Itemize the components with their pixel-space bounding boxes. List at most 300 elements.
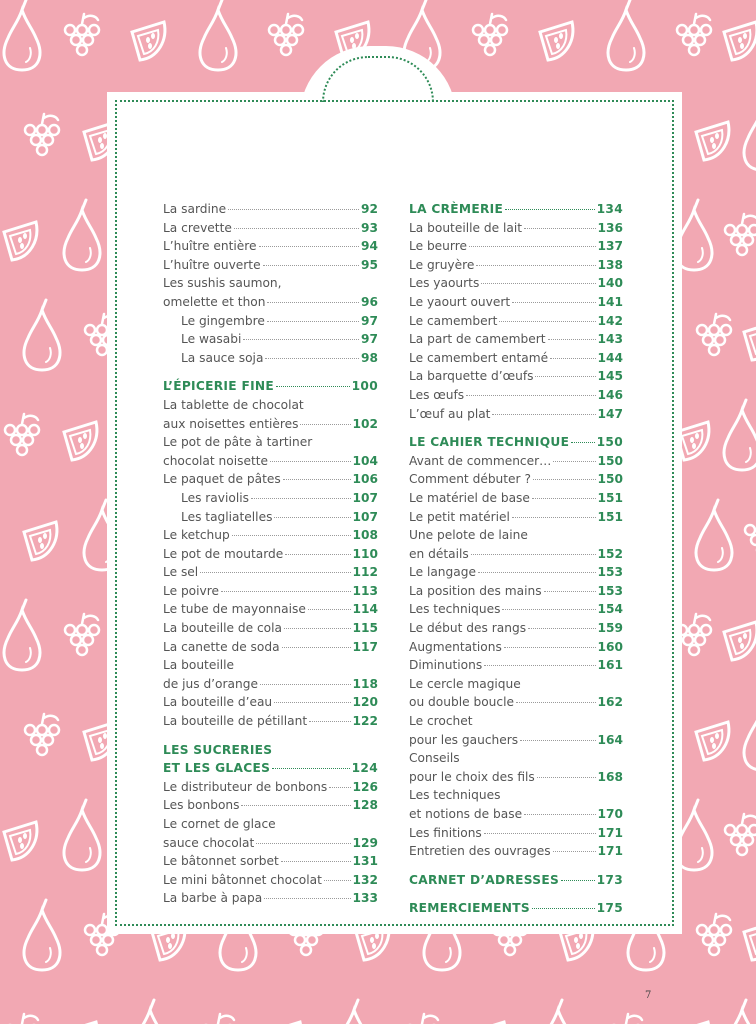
toc-entry-label-line: La tablette de chocolat <box>163 397 304 412</box>
toc-page-number: 170 <box>597 807 623 821</box>
grapes-icon <box>473 14 507 55</box>
toc-entry-label: Avant de commencer… <box>409 453 552 468</box>
watermelon-slice-icon <box>724 622 756 660</box>
toc-entry <box>163 638 378 657</box>
toc-entry-label: Le yaourt ouvert <box>409 294 511 309</box>
dot-leader <box>553 461 595 462</box>
dot-leader <box>484 833 596 834</box>
toc-page-number: 137 <box>597 239 623 254</box>
toc-entry <box>163 256 378 275</box>
dot-leader <box>272 768 350 769</box>
toc-entry <box>163 889 378 908</box>
toc-entry-label: Le pot de moutarde <box>163 546 284 561</box>
toc-entry <box>409 349 623 368</box>
toc-page-number: 96 <box>361 294 378 309</box>
toc-page-number: 162 <box>597 695 623 710</box>
dot-leader <box>476 265 595 266</box>
toc-entry-label: Comment débuter ? <box>409 472 531 487</box>
toc-entry-label: La part de camembert <box>409 332 546 347</box>
toc-entry-label: ou double boucle <box>409 695 514 710</box>
watermelon-slice-icon <box>696 122 729 160</box>
toc-entry-label: REMERCIEMENTS <box>409 901 530 916</box>
toc-entry-label: Le sel <box>163 565 199 580</box>
watermelon-slice-icon <box>132 22 165 60</box>
pear-icon <box>4 0 40 70</box>
dot-leader <box>469 246 596 247</box>
toc-entry <box>163 545 378 564</box>
toc-entry <box>163 712 378 731</box>
dot-leader <box>516 702 596 703</box>
dot-leader <box>200 572 350 573</box>
toc-page-number: 98 <box>361 350 378 365</box>
watermelon-slice-icon <box>724 22 756 60</box>
toc-page-number: 122 <box>352 714 378 729</box>
pear-icon <box>744 700 756 770</box>
toc-entry <box>163 815 378 852</box>
toc-entry-label: L’ÉPICERIE FINE <box>163 379 275 394</box>
pear-icon <box>24 300 60 370</box>
toc-entry-label: ET LES GLACES <box>163 761 271 776</box>
dot-leader <box>263 265 359 266</box>
toc-entry-label: La bouteille de cola <box>163 621 282 636</box>
dot-leader <box>502 609 595 610</box>
toc-entry-label: LA CRÈMERIE <box>409 202 504 216</box>
toc-entry-label: aux noisettes entières <box>163 416 299 431</box>
grapes-icon <box>405 1014 439 1024</box>
toc-page-number: 171 <box>597 844 623 859</box>
toc-page-number: 144 <box>597 350 623 365</box>
toc-entry-label: La barbe à papa <box>163 891 263 906</box>
toc-page-number: 171 <box>597 825 623 840</box>
pear-icon <box>540 1000 576 1024</box>
toc-entry-label: Les finitions <box>409 825 482 840</box>
toc-entry-label: et notions de base <box>409 807 523 821</box>
toc-entry-label: pour les gauchers <box>409 732 519 747</box>
toc-entry-label-line: Une pelote de laine <box>409 528 528 543</box>
toc-entry-label: La crevette <box>163 220 232 235</box>
toc-entry-label-line: Les techniques <box>409 788 501 803</box>
toc-entry <box>409 219 623 238</box>
toc-entry-label: Les techniques <box>409 602 501 617</box>
toc-entry-label: Les œufs <box>409 387 465 402</box>
toc-entry-label: Le camembert <box>409 313 498 328</box>
toc-entry-label: Le gruyère <box>409 257 475 272</box>
dot-leader <box>285 554 350 555</box>
dot-leader <box>533 479 596 480</box>
dot-leader <box>504 647 596 648</box>
toc-page-number: 173 <box>596 872 623 887</box>
toc-entry <box>409 508 623 527</box>
dot-leader <box>532 498 596 499</box>
toc-entry <box>163 470 378 489</box>
grapes-icon <box>677 614 711 655</box>
toc-section-heading <box>409 899 623 918</box>
toc-page-number: 129 <box>352 835 378 850</box>
toc-page-number: 150 <box>596 435 623 450</box>
toc-entry <box>163 312 378 331</box>
toc-entry <box>163 563 378 582</box>
pear-icon <box>696 500 732 570</box>
grapes-icon <box>697 314 731 355</box>
grapes-icon <box>25 114 59 155</box>
toc-entry-label-line: Le pot de pâte à tartiner <box>163 435 313 450</box>
toc-page-number: 100 <box>351 379 378 394</box>
toc-page-number: 107 <box>352 490 378 505</box>
toc-page-number: 143 <box>597 332 623 347</box>
toc-page-number: 92 <box>361 202 378 216</box>
toc-entry-label: Les bonbons <box>163 798 240 813</box>
watermelon-slice-icon <box>4 222 37 260</box>
toc-entry-label: chocolat noisette <box>163 453 269 468</box>
dot-leader <box>505 209 595 210</box>
toc-entry <box>163 219 378 238</box>
pear-icon <box>64 800 100 870</box>
grapes-icon <box>25 714 59 755</box>
toc-entry-label: Le début des rangs <box>409 621 527 636</box>
pear-icon <box>336 1000 372 1024</box>
toc-entry-label: omelette et thon <box>163 294 266 309</box>
toc-entry-label: La barquette d’œufs <box>409 369 534 384</box>
toc-entry <box>409 237 623 256</box>
toc-entry-label: en détails <box>409 546 469 561</box>
toc-entry <box>409 405 623 424</box>
toc-page-number: 117 <box>352 639 378 654</box>
toc-page-number: 142 <box>597 313 623 328</box>
toc-entry-label: Le bâtonnet sorbet <box>163 854 279 869</box>
toc-page-number: 146 <box>597 387 623 402</box>
toc-entry <box>163 237 378 256</box>
toc-page-number: 150 <box>597 453 623 468</box>
toc-entry <box>163 526 378 545</box>
dot-leader <box>308 609 351 610</box>
grapes-icon <box>677 14 711 55</box>
toc-entry-label-line: Conseils <box>409 751 460 766</box>
dot-leader <box>276 386 350 387</box>
toc-entry <box>163 778 378 797</box>
toc-entry-label: La position des mains <box>409 583 542 598</box>
dot-leader <box>241 805 350 806</box>
toc-entry-label: Le paquet de pâtes <box>163 472 281 487</box>
toc-page-number: 94 <box>361 239 378 254</box>
dot-leader <box>544 591 596 592</box>
toc-page-number: 128 <box>352 798 378 813</box>
toc-page-number: 110 <box>352 546 378 561</box>
dot-leader <box>553 851 596 852</box>
toc-entry-label-line: Le crochet <box>409 714 473 729</box>
grapes-icon <box>269 14 303 55</box>
toc-page-number: 136 <box>597 220 623 235</box>
toc-entry <box>409 526 623 563</box>
pear-icon <box>24 900 60 970</box>
toc-entry-label: L’œuf au plat <box>409 406 491 421</box>
pear-icon <box>724 400 756 470</box>
toc-page-number: 161 <box>597 658 623 673</box>
dot-leader <box>499 321 595 322</box>
toc-entry-label: La sauce soja <box>181 350 264 365</box>
toc-page-number: 145 <box>597 369 623 384</box>
toc-entry <box>163 582 378 601</box>
toc-page-number: 134 <box>596 202 623 216</box>
toc-column-right <box>409 200 623 918</box>
dot-leader <box>484 665 595 666</box>
toc-entry <box>409 749 623 786</box>
toc-entry <box>409 712 623 749</box>
toc-section-heading <box>163 377 378 396</box>
toc-page-number: 104 <box>352 453 378 468</box>
toc-page-number: 154 <box>597 602 623 617</box>
dot-leader <box>284 628 351 629</box>
dot-leader <box>281 861 351 862</box>
dot-leader <box>492 414 595 415</box>
toc-entry-label-line: Les sushis saumon, <box>163 276 282 291</box>
toc-page-number: 150 <box>597 472 623 487</box>
toc-page-number: 132 <box>352 872 378 887</box>
toc-entry-label: La bouteille d’eau <box>163 695 273 710</box>
toc-entry <box>409 582 623 601</box>
toc-page-number: 97 <box>361 313 378 328</box>
watermelon-slice-icon <box>24 522 57 560</box>
dot-leader <box>520 740 595 741</box>
toc-page-number: 141 <box>597 294 623 309</box>
watermelon-slice-icon <box>64 422 97 460</box>
toc-entry-label: Le petit matériel <box>409 509 510 524</box>
toc-entry-label-line: LES SUCRERIES <box>163 742 273 757</box>
toc-entry-label: Le wasabi <box>181 332 242 347</box>
toc-entry-label: Le ketchup <box>163 528 230 543</box>
dot-leader <box>548 339 596 340</box>
toc-entry <box>163 852 378 871</box>
toc-page-number: 93 <box>361 220 378 235</box>
toc-page-number: 112 <box>352 565 378 580</box>
toc-page-number: 131 <box>352 854 378 869</box>
pear-icon <box>64 200 100 270</box>
dot-leader <box>300 424 350 425</box>
toc-entry <box>163 796 378 815</box>
dot-leader <box>282 647 351 648</box>
grapes-icon <box>5 1014 39 1024</box>
grapes-icon <box>697 914 731 955</box>
dot-leader <box>251 498 351 499</box>
pear-icon <box>724 1000 756 1024</box>
toc-page-number: 97 <box>361 332 378 347</box>
dot-leader <box>234 228 359 229</box>
dot-leader <box>512 517 596 518</box>
toc-entry <box>163 349 378 368</box>
toc-page-number: 120 <box>352 695 378 710</box>
toc-section-heading <box>163 741 378 778</box>
toc-entry-label: Les yaourts <box>409 276 480 291</box>
toc-entry-label: Le distributeur de bonbons <box>163 779 328 794</box>
pear-icon <box>200 0 236 70</box>
toc-entry-label: Le gingembre <box>181 313 265 328</box>
dot-leader <box>561 880 595 881</box>
toc-entry-label: L’huître entière <box>163 239 257 254</box>
toc-page-number: 152 <box>597 546 623 561</box>
toc-entry-label: CARNET D’ADRESSES <box>409 872 560 887</box>
watermelon-slice-icon <box>744 322 756 360</box>
toc-entry-label: Le mini bâtonnet chocolat <box>163 872 322 887</box>
grapes-icon <box>745 514 756 555</box>
dot-leader <box>232 535 351 536</box>
dot-leader <box>537 777 596 778</box>
pear-icon <box>608 0 644 70</box>
pear-icon <box>132 1000 168 1024</box>
dot-leader <box>267 321 359 322</box>
grapes-icon <box>609 1014 643 1024</box>
grapes-icon <box>5 414 39 455</box>
dot-leader <box>550 358 595 359</box>
grapes-icon <box>725 814 756 855</box>
watermelon-slice-icon <box>696 722 729 760</box>
toc-page-number: 133 <box>352 891 378 906</box>
grapes-icon <box>725 214 756 255</box>
toc-entry-label: Les tagliatelles <box>181 509 273 524</box>
toc-entry <box>163 693 378 712</box>
dot-leader <box>264 898 350 899</box>
toc-section-heading <box>409 433 623 452</box>
toc-page-number: 114 <box>352 602 378 617</box>
toc-page-number: 107 <box>352 509 378 524</box>
dot-leader <box>267 302 359 303</box>
dot-leader <box>274 702 350 703</box>
toc-entry-label: sauce chocolat <box>163 835 255 850</box>
toc-page-number: 118 <box>352 676 378 691</box>
dot-leader <box>471 554 596 555</box>
toc-entry-label: Diminutions <box>409 658 483 673</box>
toc-entry <box>409 489 623 508</box>
dot-leader <box>228 209 359 210</box>
toc-entry <box>409 386 623 405</box>
toc-entry <box>409 367 623 386</box>
toc-entry-label: de jus d’orange <box>163 676 258 691</box>
toc-page-number: 168 <box>597 769 623 784</box>
dot-leader <box>243 339 359 340</box>
grapes-icon <box>65 614 99 655</box>
toc-page-number: 175 <box>596 901 623 916</box>
toc-entry <box>409 842 623 861</box>
toc-page-number: 164 <box>597 732 623 747</box>
dot-leader <box>324 880 351 881</box>
dot-leader <box>535 376 595 377</box>
toc-entry <box>163 433 378 470</box>
toc-page-number: 140 <box>597 276 623 291</box>
dot-leader <box>256 843 350 844</box>
toc-page-number: 126 <box>352 779 378 794</box>
toc-entry <box>409 256 623 275</box>
toc-page-number: 138 <box>597 257 623 272</box>
watermelon-slice-icon <box>4 822 37 860</box>
toc-page-number: 115 <box>352 621 378 636</box>
dot-leader <box>260 684 351 685</box>
dot-leader <box>512 302 595 303</box>
dot-leader <box>571 442 594 443</box>
toc-page-number: 151 <box>597 509 623 524</box>
toc-page-number: 159 <box>597 621 623 636</box>
dot-leader <box>524 228 596 229</box>
toc-page-number: 151 <box>597 490 623 505</box>
toc-entry-label-line: Le cornet de glace <box>163 817 276 831</box>
toc-page-number: 95 <box>361 257 378 272</box>
toc-page-number: 108 <box>352 528 378 543</box>
toc-entry <box>409 675 623 712</box>
toc-entry <box>163 489 378 508</box>
toc-entry-label: Le tube de mayonnaise <box>163 602 306 617</box>
dot-leader <box>329 787 350 788</box>
toc-entry <box>409 786 623 823</box>
toc-entry-label: Le beurre <box>409 239 467 254</box>
grapes-icon <box>65 14 99 55</box>
toc-entry-label: La bouteille de pétillant <box>163 714 308 729</box>
toc-entry <box>409 470 623 489</box>
toc-entry-label-line: Le cercle magique <box>409 676 521 691</box>
toc-entry <box>409 656 623 675</box>
toc-section-heading <box>409 200 623 219</box>
toc-entry <box>409 563 623 582</box>
watermelon-slice-icon <box>744 922 756 960</box>
toc-entry <box>163 330 378 349</box>
grapes-icon <box>201 1014 235 1024</box>
toc-page-number: 147 <box>597 406 623 421</box>
toc-entry-label: Les raviolis <box>181 490 249 505</box>
toc-entry-label: Le camembert entamé <box>409 350 549 365</box>
dot-leader <box>524 814 595 815</box>
toc-entry-label: Le poivre <box>163 583 219 598</box>
toc-entry <box>163 871 378 890</box>
dot-leader <box>259 246 360 247</box>
toc-entry <box>409 619 623 638</box>
dot-leader <box>309 721 350 722</box>
dot-leader <box>274 517 350 518</box>
toc-entry <box>409 274 623 293</box>
toc-entry-label: pour le choix des fils <box>409 769 535 784</box>
toc-entry-label: Entretien des ouvrages <box>409 844 551 859</box>
toc-entry <box>409 638 623 657</box>
toc-entry <box>409 600 623 619</box>
toc-page-number: 124 <box>351 761 378 776</box>
toc-page-number: 106 <box>352 472 378 487</box>
toc-entry <box>409 452 623 471</box>
toc-entry-label: LE CAHIER TECHNIQUE <box>409 435 570 450</box>
toc-entry-label: La sardine <box>163 202 227 216</box>
dot-leader <box>478 572 596 573</box>
toc-entry <box>409 312 623 331</box>
toc-entry-label: Le langage <box>409 565 476 580</box>
toc-entry <box>163 274 378 311</box>
toc-column-left <box>163 200 378 908</box>
dot-leader <box>283 479 351 480</box>
dot-leader <box>265 358 359 359</box>
pear-icon <box>4 600 40 670</box>
pear-icon <box>744 100 756 170</box>
toc-entry <box>163 200 378 219</box>
dot-leader <box>270 461 351 462</box>
dot-leader <box>466 395 595 396</box>
dot-leader <box>532 908 595 909</box>
toc-page-number: 153 <box>597 583 623 598</box>
dot-leader <box>528 628 596 629</box>
toc-entry <box>409 330 623 349</box>
toc-entry-label: Le matériel de base <box>409 490 530 505</box>
toc-entry <box>163 508 378 527</box>
toc-entry <box>409 293 623 312</box>
toc-entry-label-line: La bouteille <box>163 658 234 673</box>
toc-page-number: 102 <box>352 416 378 431</box>
toc-page-number: 153 <box>597 565 623 580</box>
dot-leader <box>481 283 595 284</box>
toc-section-heading <box>409 871 623 890</box>
toc-entry-label: Augmentations <box>409 639 502 654</box>
toc-entry-label: La canette de soda <box>163 639 280 654</box>
